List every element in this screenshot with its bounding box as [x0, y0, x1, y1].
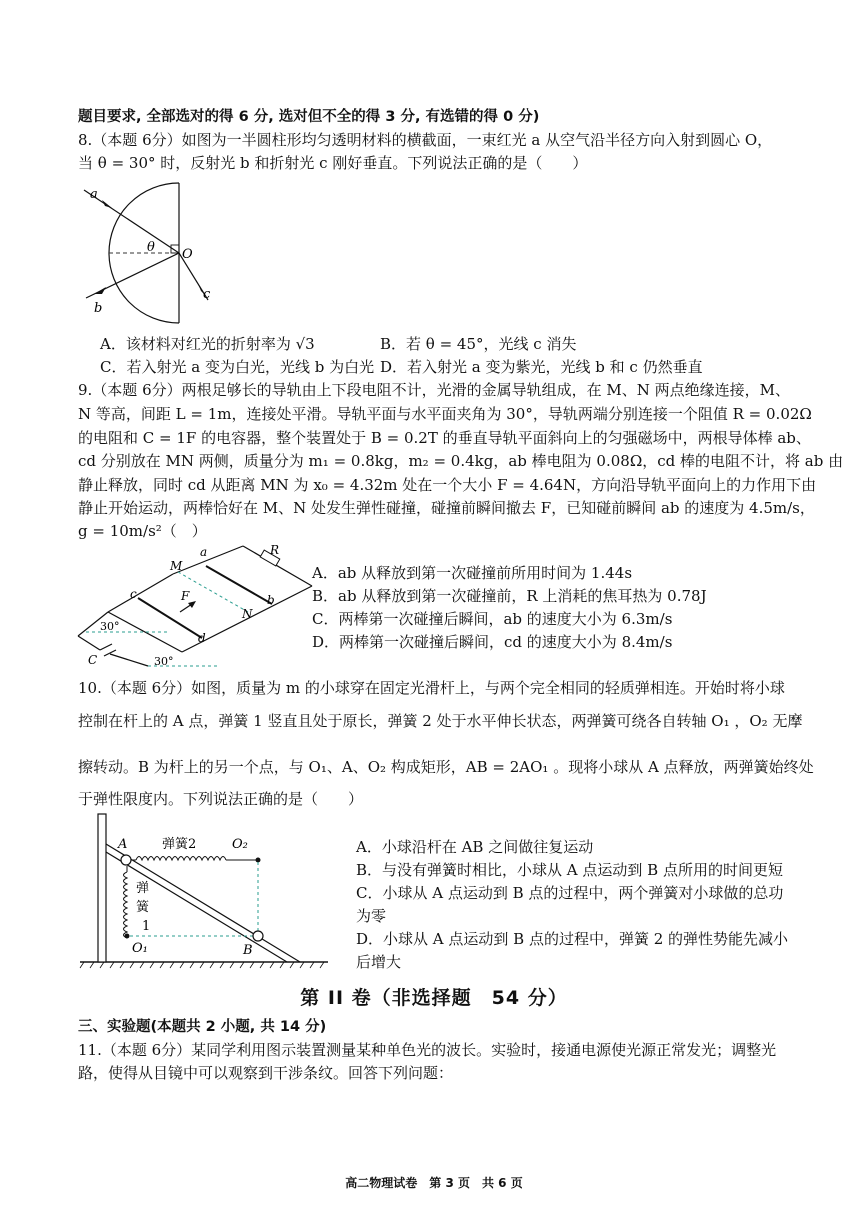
spring-2 — [136, 857, 226, 861]
q9-figure — [78, 542, 308, 672]
q9-stem-line-2: N 等高，间距 L = 1m，连接处平滑。导轨平面与水平面夹角为 30°，导轨两端分别连接一个阻值 R = 0.02Ω — [78, 405, 812, 423]
q10-stem-line-4: 于弹性限度内。下列说法正确的是（ ） — [78, 790, 364, 808]
ball-b — [253, 931, 263, 941]
bar-ab — [206, 566, 272, 604]
q9-option-a[interactable]: A．ab 从释放到第一次碰撞前所用时间为 1.44s — [312, 564, 633, 582]
q8-stem-line-1: 8.（本题 6分）如图为一半圆柱形均匀透明材料的横截面，一束红光 a 从空气沿半径方向入射到圆心 O， — [78, 131, 773, 149]
capacitor-lead-2 — [78, 636, 100, 650]
label-angle-1: 30° — [100, 620, 120, 633]
section-2-title: 第 II 卷（非选择题 54 分） — [300, 987, 568, 1009]
spring-1 — [124, 872, 128, 938]
q10-option-d-line-1[interactable]: D．小球从 A 点运动到 B 点的过程中，弹簧 2 的弹性势能先减小 — [356, 930, 789, 948]
label-a: a — [90, 187, 98, 202]
label-o1: O₁ — [132, 941, 148, 956]
pivot-o2 — [256, 858, 261, 863]
q9-stem-line-5: 静止释放，同时 cd 从距离 MN 为 x₀ = 4.32m 处在一个大小 F = 4.64N，方向沿导轨平面向上的力作用下由 — [78, 476, 817, 494]
label-b: b — [267, 593, 275, 607]
label-a: A — [118, 837, 128, 852]
instruction-line: 题目要求, 全部选对的得 6 分, 选对但不全的得 3 分, 有选错的得 0 分) — [78, 109, 540, 125]
q9-option-d[interactable]: D．两棒第一次碰撞后瞬间，cd 的速度大小为 8.4m/s — [312, 633, 673, 651]
ray-a-arrow — [102, 200, 112, 208]
label-c: c — [130, 587, 137, 601]
label-spring1-a: 弹 — [136, 881, 150, 896]
label-a: a — [200, 545, 208, 559]
q8-option-a[interactable]: A．该材料对红光的折射率为 √3 — [100, 335, 315, 353]
label-m: M — [170, 559, 183, 573]
section-3-heading: 三、实验题(本题共 2 小题, 共 14 分) — [78, 1019, 327, 1035]
rail-top — [173, 546, 243, 574]
q8-option-c[interactable]: C．若入射光 a 变为白光，光线 b 为白光 — [100, 358, 375, 376]
page-footer: 高二物理试卷 第 3 页 共 6 页 — [345, 1176, 523, 1190]
ball-a — [121, 855, 131, 865]
q10-option-c-line-1[interactable]: C．小球从 A 点运动到 B 点的过程中，两个弹簧对小球做的总功 — [356, 884, 784, 902]
label-b: B — [243, 943, 253, 958]
q9-option-b[interactable]: B．ab 从释放到第一次碰撞前，R 上消耗的焦耳热为 0.78J — [312, 587, 707, 605]
label-spring1-b: 簧 — [136, 900, 150, 915]
label-o2: O₂ — [232, 837, 248, 852]
q10-option-c-line-2[interactable]: 为零 — [356, 907, 387, 925]
label-f: F — [181, 589, 190, 603]
ground-hatch — [80, 962, 324, 968]
label-capacitor: C — [88, 653, 98, 667]
label-d: d — [198, 631, 206, 645]
q11-stem-line-2: 路，使得从目镜中可以观察到干涉条纹。回答下列问题： — [78, 1064, 454, 1082]
rail-left-outer2 — [88, 650, 182, 652]
q10-option-d-line-2[interactable]: 后增大 — [356, 953, 402, 971]
rail-left — [108, 574, 173, 612]
label-o: O — [182, 247, 193, 262]
q10-option-a[interactable]: A．小球沿杆在 AB 之间做往复运动 — [356, 838, 594, 856]
q9-option-c[interactable]: C．两棒第一次碰撞后瞬间，ab 的速度大小为 6.3m/s — [312, 610, 673, 628]
q8-option-b[interactable]: B．若 θ = 45°，光线 c 消失 — [380, 335, 577, 353]
q9-stem-line-3: 的电阻和 C = 1F 的电容器，整个装置处于 B = 0.2T 的垂直导轨平面斜向上的匀强磁场中，两根导体棒 ab、 — [78, 429, 811, 447]
q9-stem-line-1: 9.（本题 6分）两根足够长的导轨由上下段电阻不计，光滑的金属导轨组成，在 M、N 两点绝缘连接，M、 — [78, 381, 791, 399]
q8-option-d[interactable]: D．若入射光 a 变为紫光，光线 b 和 c 仍然垂直 — [380, 358, 703, 376]
pivot-o1 — [125, 934, 130, 939]
q9-stem-line-4: cd 分别放在 MN 两侧，质量分为 m₁ = 0.8kg，m₂ = 0.4kg，ab 棒电阻为 0.08Ω，cd 棒的电阻不计，将 ab 由 — [78, 452, 844, 470]
q10-stem-line-2: 控制在杆上的 A 点，弹簧 1 竖直且处于原长，弹簧 2 处于水平伸长状态，两弹簧可绕各自转轴 O₁ ，O₂ 无摩 — [78, 712, 803, 730]
label-b: b — [94, 301, 103, 316]
q8-stem-line-2: 当 θ = 30° 时，反射光 b 和折射光 c 刚好垂直。下列说法正确的是（ ） — [78, 154, 588, 172]
label-c: c — [203, 287, 211, 302]
q10-figure — [80, 814, 340, 974]
q10-option-b[interactable]: B．与没有弹簧时相比，小球从 A 点运动到 B 点所用的时间更短 — [356, 861, 783, 879]
q9-stem-line-7: g = 10m/s²（ ） — [78, 522, 207, 540]
capacitor-plate-1 — [100, 644, 112, 650]
label-r: R — [270, 543, 280, 557]
ray-b-arrow — [94, 287, 106, 294]
label-n: N — [242, 607, 253, 621]
capacitor-lead — [110, 654, 148, 666]
label-theta: θ — [147, 240, 155, 255]
q10-stem-line-1: 10.（本题 6分）如图，质量为 m 的小球穿在固定光滑杆上，与两个完全相同的轻质弹相连。开始时将小球 — [78, 679, 785, 697]
label-spring2: 弹簧2 — [162, 837, 197, 852]
label-spring1-c: 1 — [142, 919, 151, 934]
label-angle-2: 30° — [154, 655, 174, 668]
ray-a — [84, 190, 179, 253]
q8-figure — [80, 180, 230, 320]
q9-stem-line-6: 静止开始运动，两棒恰好在 M、N 处发生弹性碰撞，碰撞前瞬间撤去 F，已知碰前瞬间 ab 的速度为 4.5m/s， — [78, 499, 815, 517]
q11-stem-line-1: 11.（本题 6分）某同学利用图示装置测量某种单色光的波长。实验时，接通电源使光源正常发光；调整光 — [78, 1041, 777, 1059]
wall-post — [98, 814, 106, 962]
q10-stem-line-3: 擦转动。B 为杆上的另一个点，与 O₁、A、O₂ 构成矩形，AB = 2AO₁ 。现将小球从 A 点释放，两弹簧始终处 — [78, 758, 814, 776]
